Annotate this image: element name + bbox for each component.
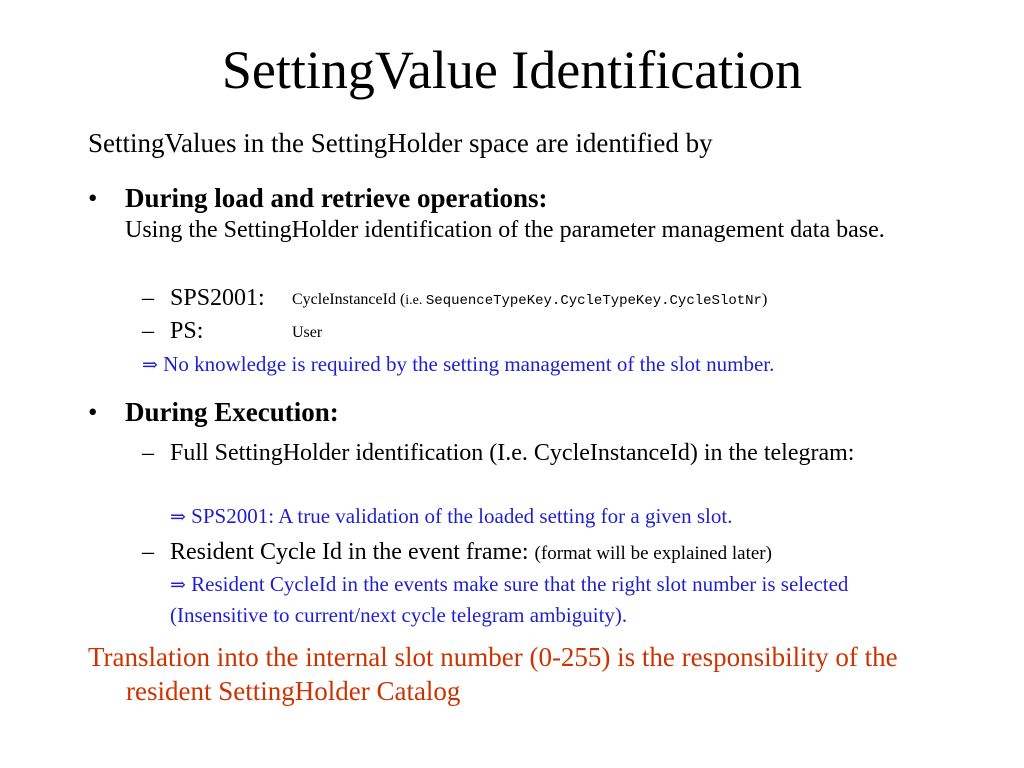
ps-label: PS: [170,318,204,344]
bullet1-note [142,349,774,380]
sps2001-value-suffix: ) [761,291,768,308]
dash-marker: – [142,318,154,344]
slide-title: SettingValue Identification [221,40,803,100]
bullet-marker: • [88,183,98,213]
execution-item1-text: Full SettingHolder identification (I.e. CycleInstanceId) in the telegram: [170,440,855,466]
bullet1-note-text: No knowledge is required by the setting management of the slot number. [163,352,775,376]
dash-marker: – [142,539,154,565]
execution-item2-small: (format will be explained later) [534,543,772,564]
execution-item2-main: Resident Cycle Id in the event frame: [170,539,535,565]
dash-marker: – [142,440,154,466]
sps2001-value-ie: i.e. [405,293,426,308]
bullet-marker: • [88,397,98,427]
sps2001-value-prefix: CycleInstanceId ( [292,291,406,308]
sps2001-value [292,285,767,316]
bullet1-body: Using the SettingHolder identification of the parameter management data base. [125,217,885,243]
implies-icon: ⇒ [142,354,158,376]
sps2001-value-code: SequenceTypeKey.CycleTypeKey.CycleSlotNr [425,293,762,309]
execution-item1-note [170,501,732,532]
intro-text: SettingValues in the SettingHolder space are identified by [88,128,713,158]
implies-icon: ⇒ [170,574,186,596]
sps2001-label: SPS2001: [170,285,265,311]
execution-item1-note-text: SPS2001: A true validation of the loaded setting for a given slot. [191,504,733,528]
execution-item2-note-text: Resident CycleId in the events make sure that the right slot number is selected (Insensitive to current/next cycle telegram ambiguity). [170,572,849,627]
conclusion-text: Translation into the internal slot number (0-255) is the responsibility of the resident SettingHolder Catalog [88,642,898,706]
ps-value: User [292,324,323,341]
bullet1-heading: During load and retrieve operations: [125,183,548,213]
bullet2-heading: During Execution: [125,397,339,427]
implies-icon: ⇒ [170,506,186,528]
execution-item2-note [170,569,950,630]
dash-marker: – [142,285,154,311]
execution-item2-text [170,537,772,569]
